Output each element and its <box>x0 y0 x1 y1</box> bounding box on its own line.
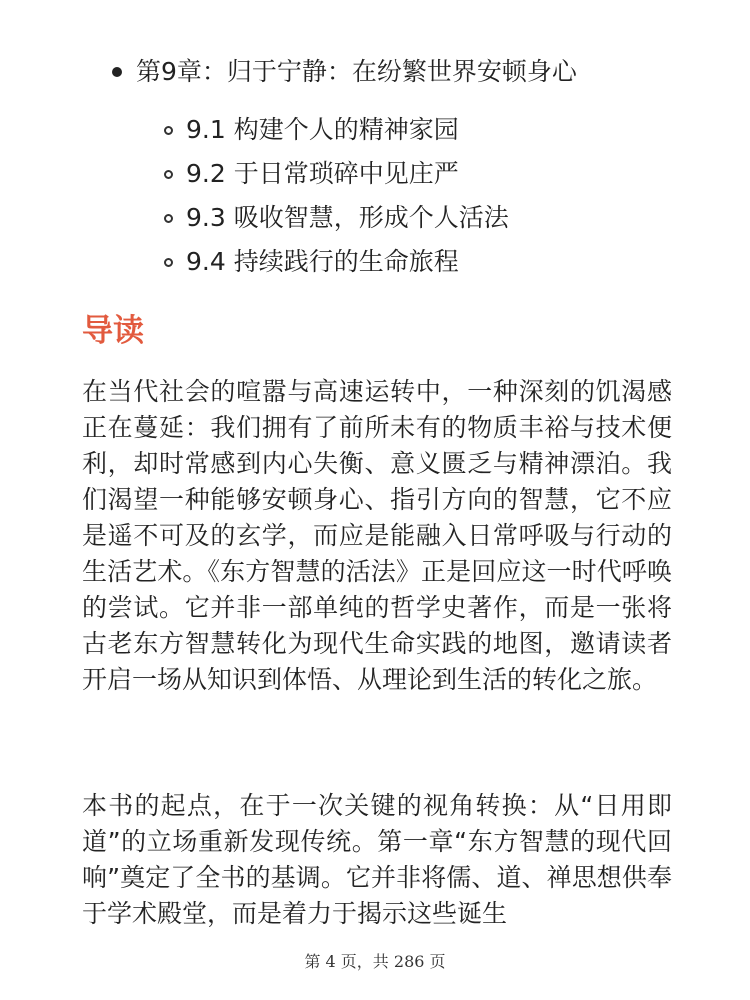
bullet-circle-icon <box>164 214 173 223</box>
bullet-disc-icon <box>112 67 122 77</box>
toc-section-item <box>164 196 509 240</box>
toc-chapter-item <box>112 52 577 92</box>
section-heading: 导读 <box>82 313 144 349</box>
body-paragraph: 本书的起点，在于一次关键的视角转换：从“日用即道”的立场重新发现传统。第一章“东方智慧的现代回响”奠定了全书的基调。它并非将儒、道、禅思想供奉于学术殿堂，而是着力于揭示这些诞生 <box>82 791 672 928</box>
toc-section-item <box>164 152 509 196</box>
toc-section-label: 9.2 于日常琐碎中见庄严 <box>186 159 459 188</box>
toc-section-label: 9.1 构建个人的精神家园 <box>186 115 459 144</box>
bullet-circle-icon <box>164 126 173 135</box>
toc-chapter-label: 第9章：归于宁静：在纷繁世界安顿身心 <box>136 57 577 86</box>
toc-section-label: 9.3 吸收智慧，形成个人活法 <box>186 203 509 232</box>
body-paragraph: 在当代社会的喧嚣与高速运转中，一种深刻的饥渴感正在蔓延：我们拥有了前所未有的物质丰裕与技术便利，却时常感到内心失衡、意义匮乏与精神漂泊。我们渴望一种能够安顿身心、指引方向的智慧，它不应是遥不可及的玄学，而应是能融入日常呼吸与行动的生活艺术。《东方智慧的活法》正是回应这一时代呼唤的尝试。它并非一部单纯的哲学史著作，而是一张将古老东方智慧转化为现代生命实践的地图，邀请读者开启一场从知识到体悟、从理论到生活的转化之旅。 <box>82 377 672 694</box>
toc-section-item <box>164 108 509 152</box>
toc-section-item <box>164 240 509 284</box>
toc-section-label: 9.4 持续践行的生命旅程 <box>186 247 459 276</box>
bullet-circle-icon <box>164 258 173 267</box>
bullet-circle-icon <box>164 170 173 179</box>
toc-section-list <box>164 108 509 284</box>
page-footer: 第 4 页，共 286 页 <box>304 952 446 971</box>
